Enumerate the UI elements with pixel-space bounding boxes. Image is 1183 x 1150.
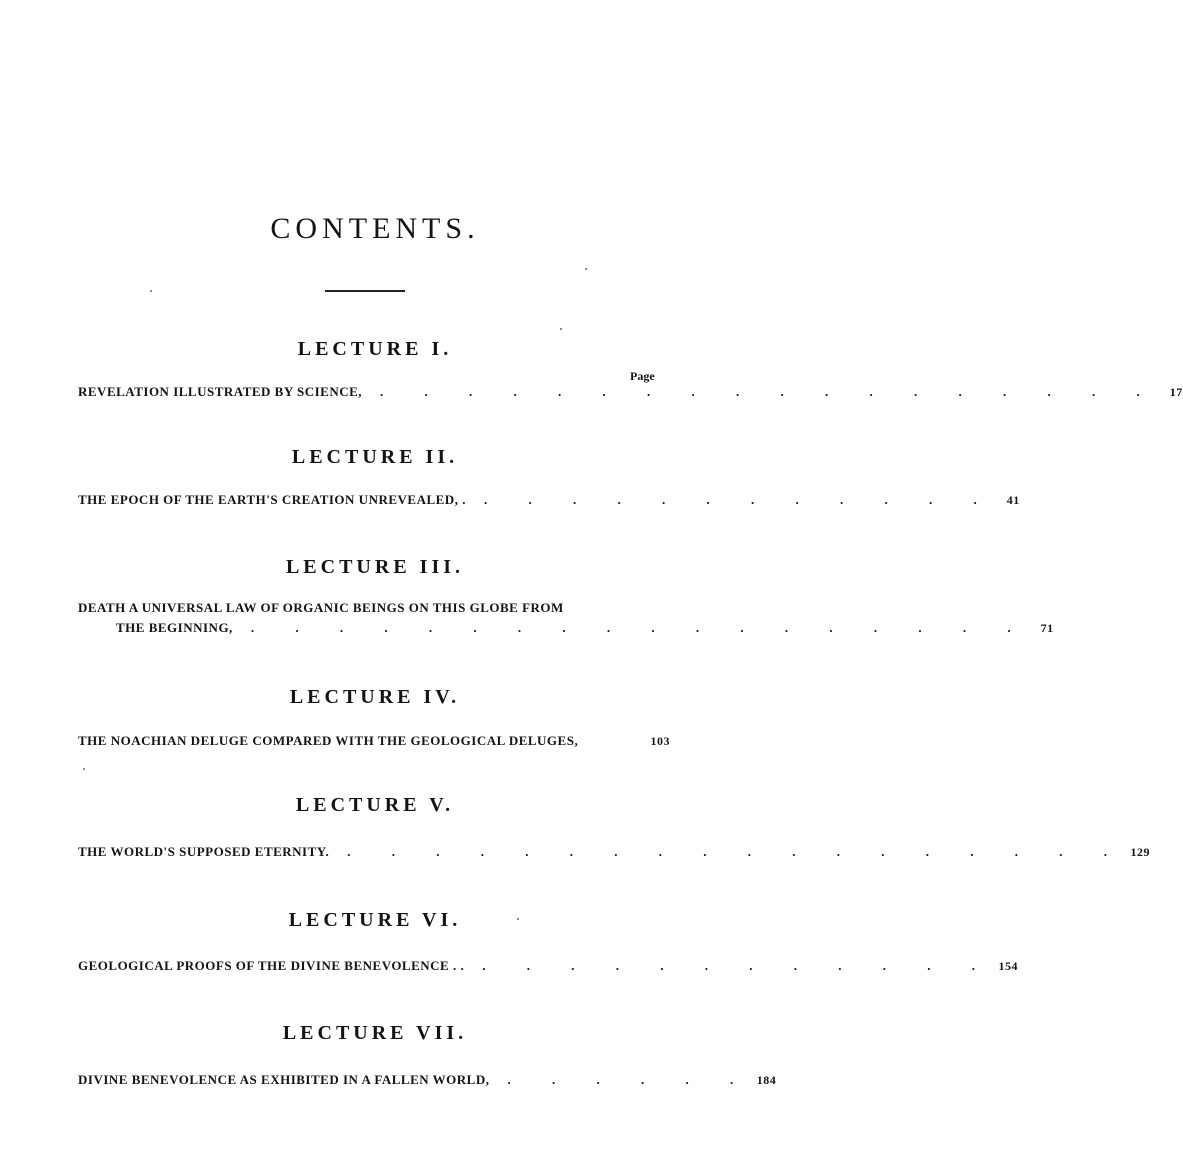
scan-speck	[517, 918, 519, 920]
lecture-7-title: DIVINE BENEVOLENCE AS EXHIBITED IN A FALLEN WORLD,	[78, 1072, 490, 1087]
dot-leader: . . . . . . . . . . . . . . . . . .	[250, 620, 1030, 635]
lecture-3-entry	[78, 600, 1054, 636]
lecture-1-entry	[78, 384, 1183, 400]
scan-speck	[150, 290, 152, 292]
lecture-4-entry	[78, 733, 670, 749]
lecture-3-heading: LECTURE III.	[285, 556, 465, 578]
dot-leader: . . . . . . . . . . . . . . . . . .	[347, 844, 1126, 859]
lecture-3-title-line-2: THE BEGINNING,	[116, 620, 233, 635]
page-column-label: Page	[630, 369, 655, 383]
lecture-1-page: 17	[1169, 385, 1183, 399]
lecture-6-heading: LECTURE VI.	[288, 909, 462, 931]
page-title: CONTENTS.	[270, 212, 480, 245]
lecture-5-page: 129	[1130, 845, 1150, 859]
lecture-4-page: 103	[650, 734, 670, 748]
lecture-2-page: 41	[1006, 493, 1020, 507]
lecture-7-heading: LECTURE VII.	[282, 1022, 468, 1044]
lecture-7-page: 184	[756, 1073, 777, 1087]
dot-leader: . . . . . .	[507, 1072, 753, 1087]
lecture-6-entry	[78, 958, 1018, 974]
lecture-2-heading: LECTURE II.	[291, 446, 459, 468]
title-rule	[325, 290, 405, 292]
lecture-6-page: 154	[998, 959, 1018, 973]
lecture-2-entry	[78, 492, 1020, 508]
lecture-3-page: 71	[1040, 621, 1054, 635]
lecture-5-heading: LECTURE V.	[295, 794, 455, 816]
lecture-5-entry	[78, 844, 1150, 860]
lecture-3-title-line-1: DEATH A UNIVERSAL LAW OF ORGANIC BEINGS ON THIS GLOBE FROM	[78, 600, 564, 615]
lecture-2-title: THE EPOCH OF THE EARTH'S CREATION UNREVEALED, .	[78, 492, 466, 507]
scan-speck	[585, 268, 587, 270]
dot-leader: . . . . . . . . . . . .	[482, 958, 994, 973]
lecture-1-heading: LECTURE I.	[297, 338, 453, 360]
scan-speck	[560, 328, 562, 330]
lecture-6-title: GEOLOGICAL PROOFS OF THE DIVINE BENEVOLENCE . .	[78, 958, 465, 973]
dot-leader: . . . . . . . . . . . . . . . . . .	[380, 384, 1159, 399]
scan-speck	[83, 768, 85, 770]
lecture-4-heading: LECTURE IV.	[289, 686, 461, 708]
lecture-4-title: THE NOACHIAN DELUGE COMPARED WITH THE GEOLOGICAL DELUGES,	[78, 733, 579, 748]
dot-leader: . . . . . . . . . . . .	[483, 492, 996, 507]
lecture-7-entry	[78, 1072, 777, 1088]
lecture-1-title: REVELATION ILLUSTRATED BY SCIENCE,	[78, 384, 363, 399]
lecture-5-title: THE WORLD'S SUPPOSED ETERNITY.	[78, 844, 330, 859]
